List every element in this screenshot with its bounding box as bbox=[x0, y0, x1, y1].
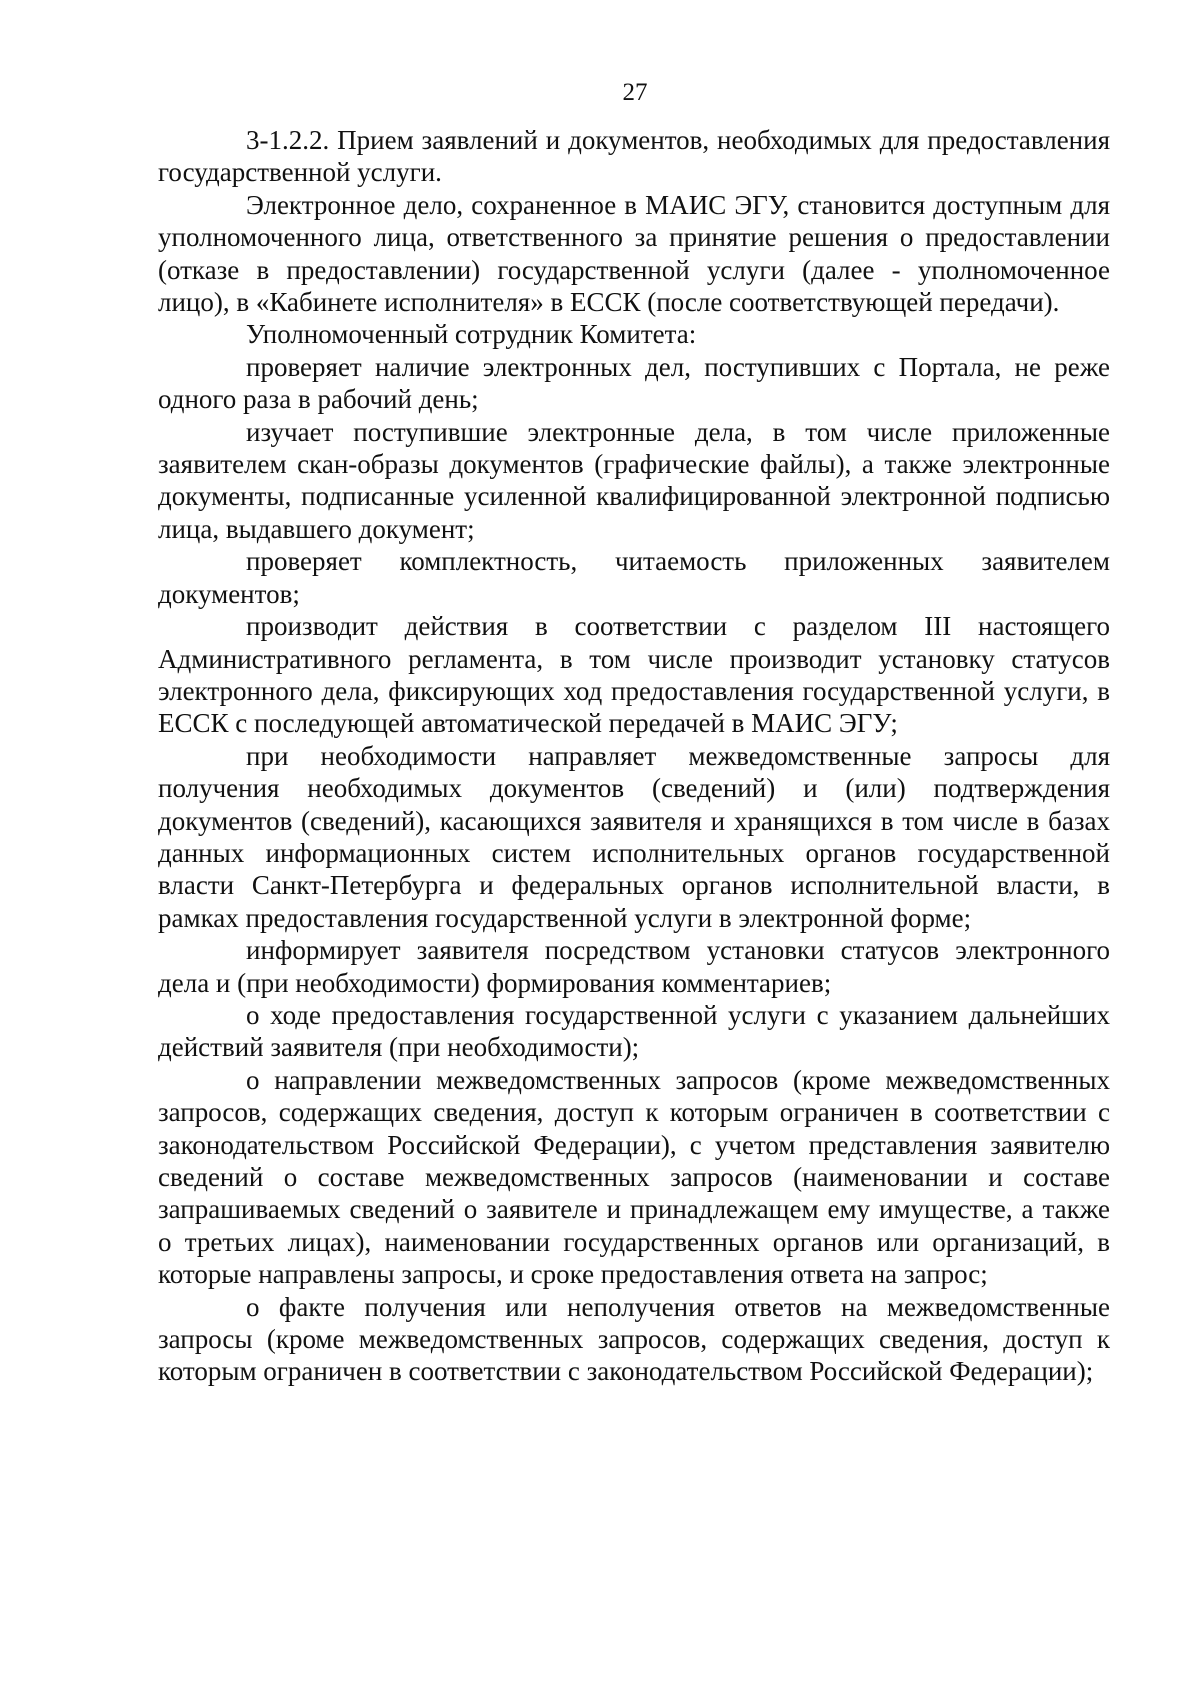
paragraph: Электронное дело, сохраненное в МАИС ЭГУ, становится доступным для уполномоченного лица, ответственного за принятие решения о предоставлении (отказе в предоставлении) государственной услуги (далее - уполномоченное лицо), в «Кабинете исполнителя» в ЕССК (после соответствующей передачи). bbox=[158, 189, 1110, 318]
sub-item: о направлении межведомственных запросов (кроме межведомственных запросов, содержащих сведения, доступ к которым ограничен в соответствии с законодательством Российской Федерации), с учетом представления заявителю сведений о составе межведомственных запросов (наименовании и составе запрашиваемых сведений о заявителе и принадлежащем ему имуществе, а также о третьих лицах), наименовании государственных органов или организаций, в которые направлены запросы, и сроке предоставления ответа на запрос; bbox=[158, 1064, 1110, 1290]
list-item: проверяет наличие электронных дел, поступивших с Портала, не реже одного раза в рабочий день; bbox=[158, 351, 1110, 415]
list-item: проверяет комплектность, читаемость приложенных заявителем документов; bbox=[158, 546, 1110, 609]
paragraph: Уполномоченный сотрудник Комитета: bbox=[246, 319, 697, 350]
list-item: изучает поступившие электронные дела, в том числе приложенные заявителем скан-образы документов (графические файлы), а также электронные документы, подписанные усиленной квалифицированной электронной подписью лица, выдавшего документ; bbox=[158, 416, 1110, 544]
sub-item: о факте получения или неполучения ответов на межведомственные запросы (кроме межведомственных запросов, содержащих сведения, доступ к которым ограничен в соответствии с законодательством Российской Федерации); bbox=[158, 1291, 1110, 1387]
page-number: 27 bbox=[622, 79, 648, 106]
list-item: информирует заявителя посредством установки статусов электронного дела и (при необходимости) формирования комментариев; bbox=[158, 935, 1110, 998]
document-body bbox=[158, 124, 1110, 1388]
list-item: производит действия в соответствии с разделом III настоящего Административного регламента, в том числе производит установку статусов электронного дела, фиксирующих ход предоставления государственной услуги, в ЕССК с последующей автоматической передачей в МАИС ЭГУ; bbox=[158, 611, 1110, 739]
sub-item: о ходе предоставления государственной услуги с указанием дальнейших действий заявителя (при необходимости); bbox=[158, 999, 1110, 1063]
section-heading: 3-1.2.2. Прием заявлений и документов, необходимых для предоставления государственной услуги. bbox=[158, 125, 1110, 188]
list-item: при необходимости направляет межведомственные запросы для получения необходимых документов (сведений) и (или) подтверждения документов (сведений), касающихся заявителя и хранящихся в том числе в базах данных информационных систем исполнительных органов государственной власти Санкт-Петербурга и федеральных органов исполнительной власти, в рамках предоставления государственной услуги в электронной форме; bbox=[158, 740, 1110, 933]
